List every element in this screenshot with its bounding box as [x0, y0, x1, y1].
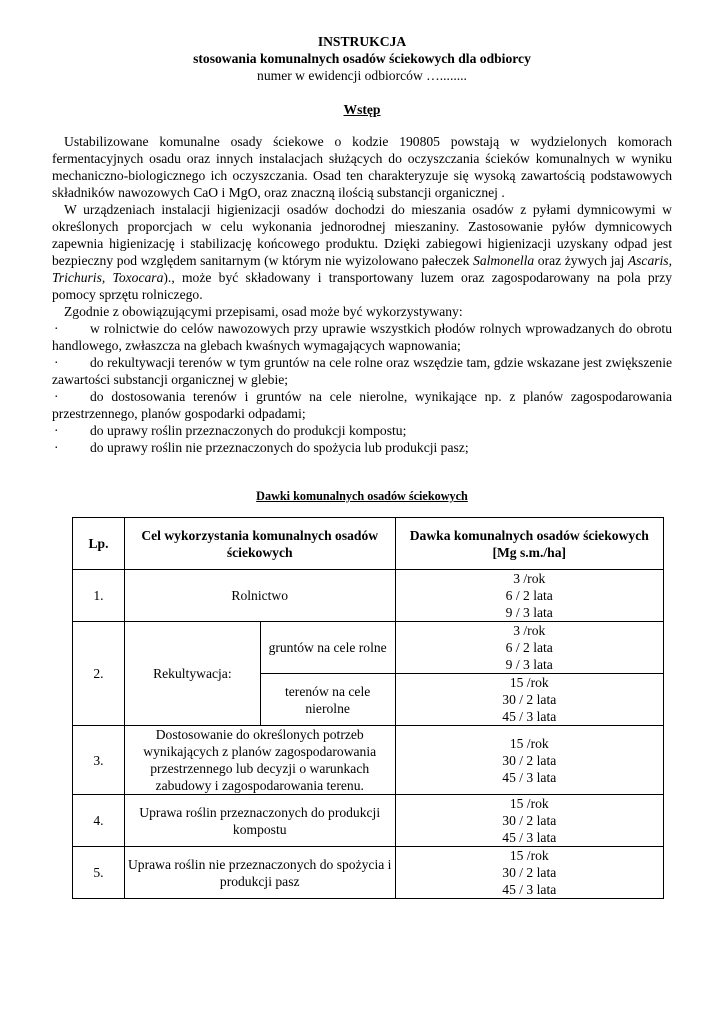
bullet-marker: · — [54, 423, 59, 438]
row-subpurpose: gruntów na cele rolne — [260, 622, 395, 674]
list-item — [52, 422, 672, 439]
document-title: INSTRUKCJA — [317, 34, 407, 49]
dose-value: 15 /rok — [509, 848, 549, 863]
dose-value: 45 / 3 lata — [502, 882, 557, 897]
dose-value: 15 /rok — [509, 796, 549, 811]
dose-value: 6 / 2 lata — [505, 640, 553, 655]
row-doses — [395, 795, 663, 847]
list-item — [52, 439, 672, 456]
dose-value: 30 / 2 lata — [502, 865, 557, 880]
document-page — [52, 33, 672, 899]
dose-value: 15 /rok — [509, 675, 549, 690]
dose-value: 3 /rok — [513, 623, 546, 638]
register-number-line: numer w ewidencji odbiorców …........ — [257, 68, 467, 83]
list-item-text: do uprawy roślin przeznaczonych do produkcji kompostu; — [90, 423, 407, 438]
row-purpose: Uprawa roślin nie przeznaczonych do spożycia i produkcji pasz — [124, 847, 395, 899]
bullet-marker: · — [54, 389, 59, 404]
list-item — [52, 354, 672, 388]
row-doses — [395, 847, 663, 899]
dose-value: 9 / 3 lata — [505, 605, 553, 620]
row-lp: 4. — [73, 795, 125, 847]
dose-value: 9 / 3 lata — [505, 657, 553, 672]
dose-value: 45 / 3 lata — [502, 709, 557, 724]
row-purpose: Rekultywacja: — [124, 622, 260, 726]
document-header — [52, 33, 672, 84]
p2-sep-2: , — [101, 270, 113, 285]
dose-value: 3 /rok — [513, 571, 546, 586]
row-purpose: Rolnictwo — [124, 570, 395, 622]
intro-paragraph-1: Ustabilizowane komunalne osady ściekowe o kodzie 190805 powstają w wydzielonych komorach fermentacyjnych osadu oraz innych instalacjach służących do oczyszczania ścieków komunalnych w wyniku mechaniczno-biologicznego ich oczyszczania. Osad ten charakteryzuje się wysoką zawartością podstawowych składników nawozowych CaO i MgO, oraz znaczną ilością substancji organicznej . — [52, 134, 672, 200]
intro-heading: Wstęp — [343, 102, 381, 117]
row-lp: 2. — [73, 622, 125, 726]
toxocara-term: Toxocara — [112, 270, 164, 285]
ascaris-term: Ascaris — [627, 253, 669, 268]
header-purpose: Cel wykorzystania komunalnych osadów ściekowych — [124, 518, 395, 570]
dose-value: 45 / 3 lata — [502, 830, 557, 845]
dose-table — [72, 517, 664, 899]
row-purpose: Uprawa roślin przeznaczonych do produkcji kompostu — [124, 795, 395, 847]
table-row — [73, 847, 664, 899]
table-row — [73, 570, 664, 622]
p2-text-b: oraz żywych jaj — [534, 253, 628, 268]
header-lp: Lp. — [73, 518, 125, 570]
header-dose-unit: [Mg s.m./ha] — [492, 544, 567, 560]
header-dose-title: Dawka komunalnych osadów ściekowych — [409, 527, 649, 543]
list-item — [52, 388, 672, 422]
table-heading: Dawki komunalnych osadów ściekowych — [256, 489, 468, 503]
row-lp: 1. — [73, 570, 125, 622]
table-row — [73, 726, 664, 795]
dose-value: 45 / 3 lata — [502, 769, 557, 785]
row-subpurpose: terenów na cele nierolne — [260, 674, 395, 726]
dose-value: 30 / 2 lata — [502, 692, 557, 707]
row-doses — [395, 726, 663, 795]
bullet-marker: · — [54, 321, 59, 336]
dose-value: 30 / 2 lata — [502, 813, 557, 828]
list-item-text: do rekultywacji terenów w tym gruntów na cele rolne oraz wszędzie tam, gdzie wskazane jest zwiększenie zawartości substancji organicznej w glebie; — [52, 355, 672, 387]
trichuris-term: Trichuris — [52, 270, 102, 285]
list-item-text: w rolnictwie do celów nawozowych przy uprawie wszystkich płodów rolnych wprowadzanych do obrotu handlowego, zwłaszcza na glebach kwaśnych wymagających wapnowania; — [52, 321, 672, 353]
row-purpose: Dostosowanie do określonych potrzeb wynikających z planów zagospodarowania przestrzennego lub decyzji o warunkach zabudowy i zagospodarowania terenu. — [124, 726, 395, 795]
table-row — [73, 622, 664, 674]
dose-value: 30 / 2 lata — [502, 752, 557, 768]
list-item-text: do uprawy roślin nie przeznaczonych do spożycia lub produkcji pasz; — [90, 440, 469, 455]
salmonella-term: Salmonella — [473, 253, 535, 268]
header-dose — [395, 518, 663, 570]
list-item-text: do dostosowania terenów i gruntów na cele nierolne, wynikające np. z planów zagospodarowania przestrzennego, planów gospodarki odpadami; — [52, 389, 672, 421]
dose-value: 6 / 2 lata — [505, 588, 553, 603]
list-item — [52, 320, 672, 354]
row-doses — [395, 570, 663, 622]
bullet-marker: · — [54, 355, 59, 370]
p2-text-c: )., może być składowany i transportowany luzem oraz zagospodarowany na pola przy pomocy sprzętu rolniczego. — [52, 270, 672, 302]
row-doses — [395, 674, 663, 726]
row-lp: 3. — [73, 726, 125, 795]
p2-sep-1: , — [668, 253, 672, 268]
intro-paragraph-2 — [52, 201, 672, 303]
table-row — [73, 795, 664, 847]
document-subtitle: stosowania komunalnych osadów ściekowych dla odbiorcy — [193, 51, 531, 66]
p2-text-a: W urządzeniach instalacji higienizacji osadów dochodzi do mieszania osadów z pyłami dymnicowymi w określonych proporcjach w celu wykonania jednorodnej mieszaniny. Zastosowanie pyłów dymnicowych zapewnia higienizację i stabilizację końcowego produktu. Dzięki zabiegowi higienizacji uzyskany odpad jest bezpieczny pod względem sanitarnym (w którym nie wyizolowano pałeczek — [52, 202, 672, 268]
intro-paragraph-3: Zgodnie z obowiązującymi przepisami, osad może być wykorzystywany: — [64, 304, 463, 319]
row-lp: 5. — [73, 847, 125, 899]
dose-value: 15 /rok — [509, 735, 549, 751]
usage-list — [52, 320, 672, 456]
table-header-row — [73, 518, 664, 570]
row-doses — [395, 622, 663, 674]
bullet-marker: · — [54, 440, 59, 455]
